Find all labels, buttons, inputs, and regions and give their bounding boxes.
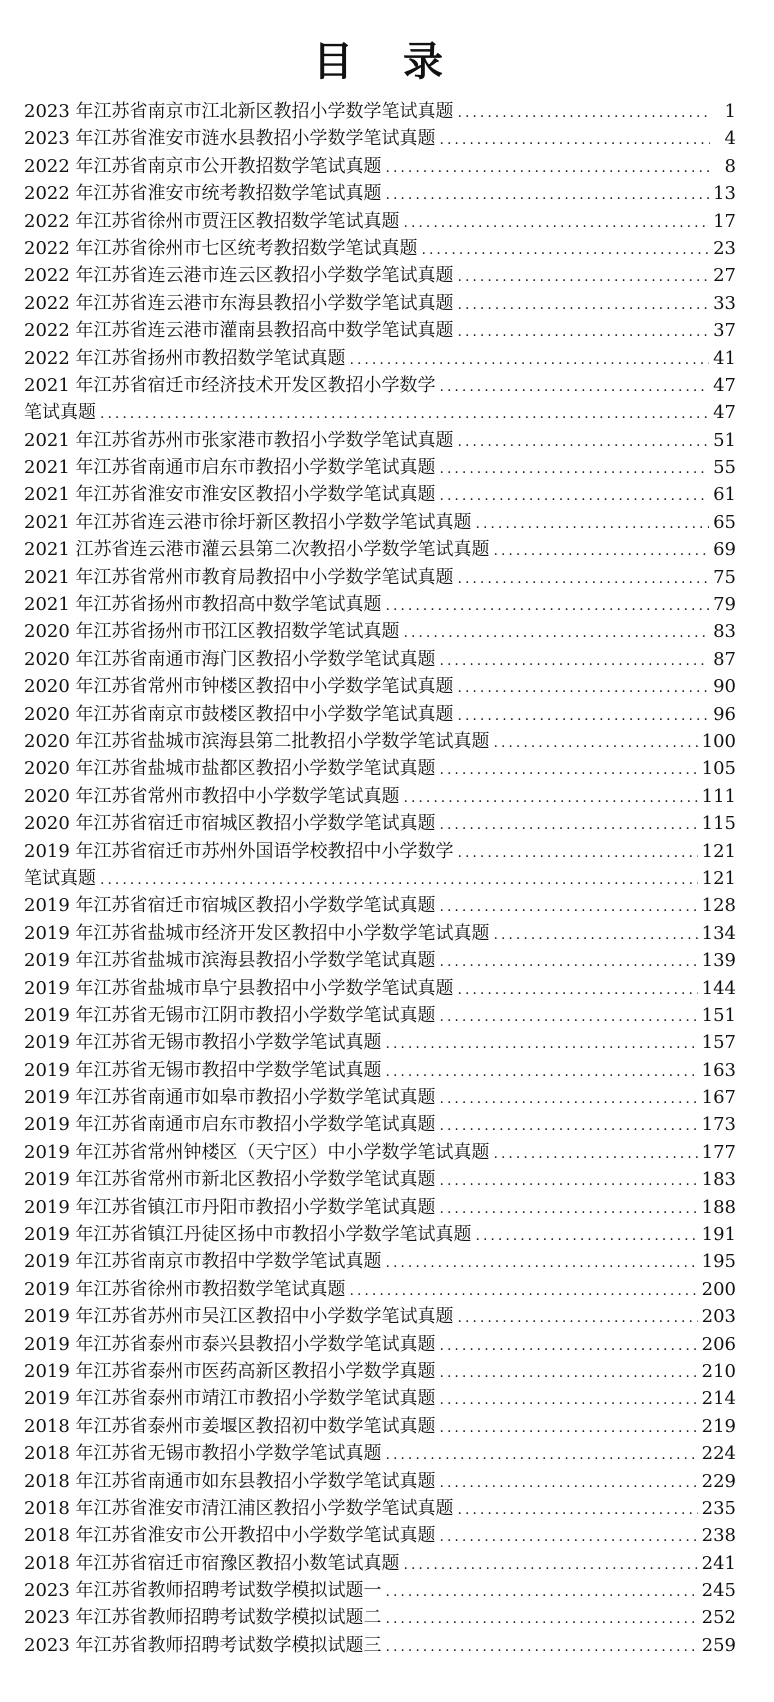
toc-entry-title: 2019 年江苏省南通市如皋市教招小学数学笔试真题 (24, 1087, 436, 1109)
toc-entry (24, 892, 736, 919)
dot-leader (440, 1470, 698, 1495)
dot-leader (458, 100, 710, 125)
toc-entry-title: 2022 年江苏省徐州市七区统考教招数学笔试真题 (24, 237, 418, 259)
toc-entry-title: 2018 年江苏省无锡市教招小学数学笔试真题 (24, 1443, 382, 1465)
dot-leader (458, 1305, 698, 1330)
toc-entry-title: 2018 年江苏省淮安市清江浦区教招小学数学笔试真题 (24, 1497, 454, 1519)
dot-leader (404, 620, 710, 645)
toc-entry (24, 1632, 736, 1659)
dot-leader (386, 593, 710, 618)
toc-entry (24, 98, 736, 125)
toc-entry (24, 1385, 736, 1412)
toc-entry-title: 2022 年江苏省扬州市教招数学笔试真题 (24, 347, 346, 369)
dot-leader (440, 894, 698, 919)
toc-entry (24, 728, 736, 755)
dot-leader (494, 730, 698, 755)
dot-leader (386, 1579, 698, 1604)
toc-entry (24, 618, 736, 645)
toc-entry (24, 262, 736, 289)
toc-entry-page-number: 183 (701, 1169, 736, 1191)
toc-entry-page-number: 79 (713, 594, 736, 616)
toc-entry-page-number: 121 (701, 867, 736, 889)
toc-entry-page-number: 219 (701, 1415, 736, 1437)
toc-entry-page-number: 214 (701, 1388, 736, 1410)
toc-entry-page-number: 13 (713, 183, 736, 205)
dot-leader (386, 1059, 698, 1084)
toc-entry-title: 2019 年江苏省泰州市靖江市教招小学数学笔试真题 (24, 1388, 436, 1410)
toc-entry (24, 1057, 736, 1084)
dot-leader (386, 1250, 698, 1275)
toc-entry-page-number: 235 (701, 1497, 736, 1519)
toc-entry-page-number: 27 (713, 265, 736, 287)
toc-entry-page-number: 41 (713, 347, 736, 369)
toc-entry (24, 290, 736, 317)
toc-entry-page-number: 203 (701, 1306, 736, 1328)
toc-entry-page-number: 195 (701, 1251, 736, 1273)
dot-leader (494, 1141, 698, 1166)
dot-leader (422, 237, 710, 262)
toc-entry (24, 1413, 736, 1440)
toc-entry-title: 2022 年江苏省连云港市东海县教招小学数学笔试真题 (24, 292, 454, 314)
toc-entry (24, 838, 736, 865)
dot-leader (440, 1004, 698, 1029)
toc-entry-page-number: 61 (713, 484, 736, 506)
toc-entry-page-number: 229 (701, 1470, 736, 1492)
toc-entry (24, 591, 736, 618)
toc-entry (24, 1522, 736, 1549)
toc-entry-page-number: 259 (701, 1634, 736, 1656)
toc-entry-page-number: 134 (701, 922, 736, 944)
toc-entry-title: 2019 年江苏省无锡市江阴市教招小学数学笔试真题 (24, 1004, 436, 1026)
dot-leader (404, 1552, 698, 1577)
toc-entry (24, 1468, 736, 1495)
toc-entry (24, 1331, 736, 1358)
toc-entry (24, 235, 736, 262)
dot-leader (458, 1497, 698, 1522)
toc-entry-title: 2022 年江苏省连云港市灌南县教招高中数学笔试真题 (24, 320, 454, 342)
toc-entry-title: 2019 年江苏省镇江丹徒区扬中市教招小学数学笔试真题 (24, 1224, 472, 1246)
toc-entry-page-number: 252 (701, 1607, 736, 1629)
toc-entry-page-number: 206 (701, 1333, 736, 1355)
toc-entry-title: 2019 年江苏省镇江市丹阳市教招小学数学笔试真题 (24, 1196, 436, 1218)
dot-leader (440, 483, 710, 508)
toc-entry (24, 947, 736, 974)
toc-entry-title: 2018 年江苏省南通市如东县教招小学数学笔试真题 (24, 1470, 436, 1492)
toc-entry (24, 427, 736, 454)
dot-leader (458, 429, 710, 454)
dot-leader (386, 1031, 698, 1056)
toc-entry (24, 345, 736, 372)
toc-entry-title: 笔试真题 (24, 867, 96, 889)
dot-leader (440, 1168, 698, 1193)
dot-leader (494, 922, 698, 947)
toc-entry-title: 2021 年江苏省苏州市张家港市教招小学数学笔试真题 (24, 429, 454, 451)
toc-entry-title: 2021 年江苏省扬州市教招高中数学笔试真题 (24, 594, 382, 616)
toc-entry-title: 2023 年江苏省教师招聘考试数学模拟试题一 (24, 1580, 382, 1602)
toc-entry-page-number: 245 (701, 1580, 736, 1602)
toc-entry-title: 2021 江苏省连云港市灌云县第二次教招小学数学笔试真题 (24, 539, 490, 561)
toc-entry-title: 2018 年江苏省淮安市公开教招中小学数学笔试真题 (24, 1525, 436, 1547)
toc-entry-title: 2019 年江苏省南京市教招中学数学笔试真题 (24, 1251, 382, 1273)
toc-entry (24, 481, 736, 508)
dot-leader (386, 182, 710, 207)
dot-leader (440, 757, 698, 782)
toc-entry-title: 2018 年江苏省泰州市姜堰区教招初中数学笔试真题 (24, 1415, 436, 1437)
table-of-contents (24, 98, 736, 1659)
toc-entry-page-number: 105 (701, 758, 736, 780)
dot-leader (440, 1196, 698, 1221)
toc-entry (24, 1358, 736, 1385)
dot-leader (440, 1113, 698, 1138)
dot-leader (458, 840, 698, 865)
toc-entry (24, 1139, 736, 1166)
dot-leader (404, 210, 710, 235)
dot-leader (100, 401, 709, 426)
dot-leader (458, 703, 710, 728)
toc-entry (24, 317, 736, 344)
dot-leader (100, 867, 698, 892)
toc-entry-title: 2019 年江苏省宿迁市苏州外国语学校教招中小学数学 (24, 840, 454, 862)
toc-entry-title: 2019 年江苏省徐州市教招数学笔试真题 (24, 1278, 346, 1300)
toc-entry (24, 975, 736, 1002)
dot-leader (458, 319, 710, 344)
toc-entry-page-number: 47 (713, 402, 736, 424)
toc-entry-page-number: 4 (724, 128, 736, 150)
toc-entry-title: 2019 年江苏省苏州市吴江区教招中小学数学笔试真题 (24, 1306, 454, 1328)
dot-leader (440, 1360, 698, 1385)
toc-entry-page-number: 55 (713, 457, 736, 479)
dot-leader (440, 1415, 698, 1440)
toc-entry (24, 646, 736, 673)
toc-entry-page-number: 163 (701, 1059, 736, 1081)
page-title: 目 录 (313, 39, 461, 85)
toc-entry-title: 2022 年江苏省南京市公开教招数学笔试真题 (24, 155, 382, 177)
toc-entry-title: 2023 年江苏省淮安市涟水县教招小学数学笔试真题 (24, 128, 436, 150)
toc-entry-title: 2019 年江苏省常州钟楼区（天宁区）中小学数学笔试真题 (24, 1141, 490, 1163)
toc-entry-title: 2018 年江苏省宿迁市宿豫区教招小数笔试真题 (24, 1552, 400, 1574)
toc-entry (24, 1604, 736, 1631)
toc-entry (24, 755, 736, 782)
toc-entry-page-number: 111 (701, 785, 736, 807)
toc-entry-title: 2019 年江苏省盐城市滨海县教招小学数学笔试真题 (24, 950, 436, 972)
toc-entry-title: 2020 年江苏省扬州市邗江区教招数学笔试真题 (24, 621, 400, 643)
toc-entry (24, 153, 736, 180)
dot-leader (494, 538, 710, 563)
toc-entry (24, 783, 736, 810)
toc-entry-title: 2022 年江苏省淮安市统考教招数学笔试真题 (24, 183, 382, 205)
toc-entry-page-number: 17 (713, 210, 736, 232)
dot-leader (386, 1634, 698, 1659)
toc-entry-page-number: 128 (701, 895, 736, 917)
dot-leader (386, 155, 710, 180)
toc-entry-title: 2021 年江苏省南通市启东市教招小学数学笔试真题 (24, 457, 436, 479)
toc-entry-title: 2020 年江苏省常州市教招中小学数学笔试真题 (24, 785, 400, 807)
toc-entry-title: 2020 年江苏省盐城市滨海县第二批教招小学数学笔试真题 (24, 730, 490, 752)
toc-entry-title: 2019 年江苏省泰州市医药高新区教招小学数学真题 (24, 1360, 436, 1382)
toc-entry-page-number: 191 (701, 1224, 736, 1246)
toc-entry (24, 372, 736, 399)
toc-entry-title: 2019 年江苏省盐城市经济开发区教招中小学数学笔试真题 (24, 922, 490, 944)
dot-leader (386, 1442, 698, 1467)
toc-entry-page-number: 151 (701, 1004, 736, 1026)
toc-entry-title: 2022 年江苏省徐州市贾汪区教招数学笔试真题 (24, 210, 400, 232)
toc-entry (24, 399, 736, 426)
toc-entry-page-number: 51 (713, 429, 736, 451)
toc-entry-page-number: 188 (701, 1196, 736, 1218)
toc-entry-page-number: 139 (701, 950, 736, 972)
toc-entry-page-number: 144 (701, 977, 736, 999)
toc-entry-title: 2021 年江苏省淮安市淮安区教招小学数学笔试真题 (24, 484, 436, 506)
toc-entry-page-number: 121 (701, 840, 736, 862)
toc-entry-page-number: 177 (701, 1141, 736, 1163)
toc-entry-page-number: 23 (713, 237, 736, 259)
toc-entry-title: 2020 年江苏省南京市鼓楼区教招中小学数学笔试真题 (24, 703, 454, 725)
toc-entry (24, 454, 736, 481)
toc-entry-title: 2023 年江苏省教师招聘考试数学模拟试题三 (24, 1634, 382, 1656)
toc-entry (24, 1303, 736, 1330)
dot-leader (404, 785, 698, 810)
dot-leader (440, 949, 698, 974)
toc-entry (24, 1550, 736, 1577)
toc-entry-page-number: 210 (701, 1360, 736, 1382)
toc-entry (24, 1029, 736, 1056)
toc-entry (24, 509, 736, 536)
toc-entry (24, 1194, 736, 1221)
dot-leader (386, 1606, 698, 1631)
toc-entry-title: 2019 年江苏省泰州市泰兴县教招小学数学笔试真题 (24, 1333, 436, 1355)
toc-entry-page-number: 167 (701, 1087, 736, 1109)
dot-leader (440, 1524, 698, 1549)
toc-entry-page-number: 33 (713, 292, 736, 314)
toc-entry-page-number: 1 (724, 101, 736, 122)
toc-entry (24, 1166, 736, 1193)
toc-entry-page-number: 37 (713, 320, 736, 342)
toc-entry (24, 865, 736, 892)
toc-entry (24, 1577, 736, 1604)
toc-entry-page-number: 224 (701, 1443, 736, 1465)
toc-entry-page-number: 83 (713, 621, 736, 643)
toc-entry-title: 2019 年江苏省无锡市教招小学数学笔试真题 (24, 1032, 382, 1054)
toc-entry-page-number: 100 (701, 730, 736, 752)
toc-entry-title: 2022 年江苏省连云港市连云区教招小学数学笔试真题 (24, 265, 454, 287)
toc-entry-title: 2019 年江苏省宿迁市宿城区教招小学数学笔试真题 (24, 895, 436, 917)
toc-entry (24, 1084, 736, 1111)
toc-entry-title: 2021 年江苏省宿迁市经济技术开发区教招小学数学 (24, 374, 436, 396)
dot-leader (440, 374, 710, 399)
dot-leader (458, 264, 710, 289)
toc-entry (24, 180, 736, 207)
toc-entry-title: 2019 年江苏省南通市启东市教招小学数学笔试真题 (24, 1114, 436, 1136)
dot-leader (440, 648, 710, 673)
toc-entry (24, 1221, 736, 1248)
dot-leader (440, 1086, 698, 1111)
toc-entry-page-number: 65 (713, 511, 736, 533)
toc-entry-title: 2020 年江苏省宿迁市宿城区教招小学数学笔试真题 (24, 813, 436, 835)
toc-entry-title: 2020 年江苏省南通市海门区教招小学数学笔试真题 (24, 648, 436, 670)
toc-entry-page-number: 90 (713, 676, 736, 698)
toc-entry (24, 1440, 736, 1467)
toc-entry-title: 2019 年江苏省盐城市阜宁县教招中小学数学笔试真题 (24, 977, 454, 999)
toc-entry (24, 1495, 736, 1522)
toc-entry-page-number: 157 (701, 1032, 736, 1054)
toc-entry-title: 2020 年江苏省盐城市盐都区教招小学数学笔试真题 (24, 758, 436, 780)
dot-leader (458, 566, 710, 591)
toc-entry-page-number: 173 (701, 1114, 736, 1136)
toc-entry-title: 2023 年江苏省教师招聘考试数学模拟试题二 (24, 1607, 382, 1629)
dot-leader (440, 1333, 698, 1358)
toc-entry (24, 1248, 736, 1275)
toc-entry (24, 701, 736, 728)
dot-leader (440, 812, 698, 837)
dot-leader (458, 675, 710, 700)
toc-entry-page-number: 75 (713, 566, 736, 588)
toc-entry (24, 208, 736, 235)
toc-entry-title: 2019 年江苏省无锡市教招中学数学笔试真题 (24, 1059, 382, 1081)
toc-entry-title: 2021 年江苏省连云港市徐圩新区教招小学数学笔试真题 (24, 511, 472, 533)
toc-entry-title: 2019 年江苏省常州市新北区教招小学数学笔试真题 (24, 1169, 436, 1191)
toc-entry (24, 1276, 736, 1303)
toc-entry (24, 564, 736, 591)
toc-entry-page-number: 238 (701, 1525, 736, 1547)
toc-entry (24, 1111, 736, 1138)
toc-entry-title: 2021 年江苏省常州市教育局教招中小学数学笔试真题 (24, 566, 454, 588)
toc-entry (24, 920, 736, 947)
toc-entry-page-number: 115 (701, 813, 736, 835)
dot-leader (458, 977, 698, 1002)
toc-entry-page-number: 241 (701, 1552, 736, 1574)
toc-entry-title: 2023 年江苏省南京市江北新区教招小学数学笔试真题 (24, 101, 454, 122)
toc-entry (24, 673, 736, 700)
dot-leader (440, 456, 710, 481)
toc-entry-page-number: 47 (713, 374, 736, 396)
toc-entry-page-number: 96 (713, 703, 736, 725)
dot-leader (458, 292, 710, 317)
dot-leader (476, 1223, 698, 1248)
toc-entry (24, 1002, 736, 1029)
dot-leader (440, 1387, 698, 1412)
toc-entry-page-number: 8 (724, 155, 736, 177)
toc-entry-page-number: 87 (713, 648, 736, 670)
toc-entry (24, 810, 736, 837)
dot-leader (350, 347, 710, 372)
dot-leader (350, 1278, 698, 1303)
dot-leader (476, 511, 710, 536)
toc-entry (24, 536, 736, 563)
toc-entry-title: 笔试真题 (24, 402, 96, 424)
toc-entry (24, 125, 736, 152)
dot-leader (440, 127, 710, 152)
toc-entry-page-number: 200 (701, 1278, 736, 1300)
toc-entry-page-number: 69 (713, 539, 736, 561)
toc-entry-title: 2020 年江苏省常州市钟楼区教招中小学数学笔试真题 (24, 676, 454, 698)
